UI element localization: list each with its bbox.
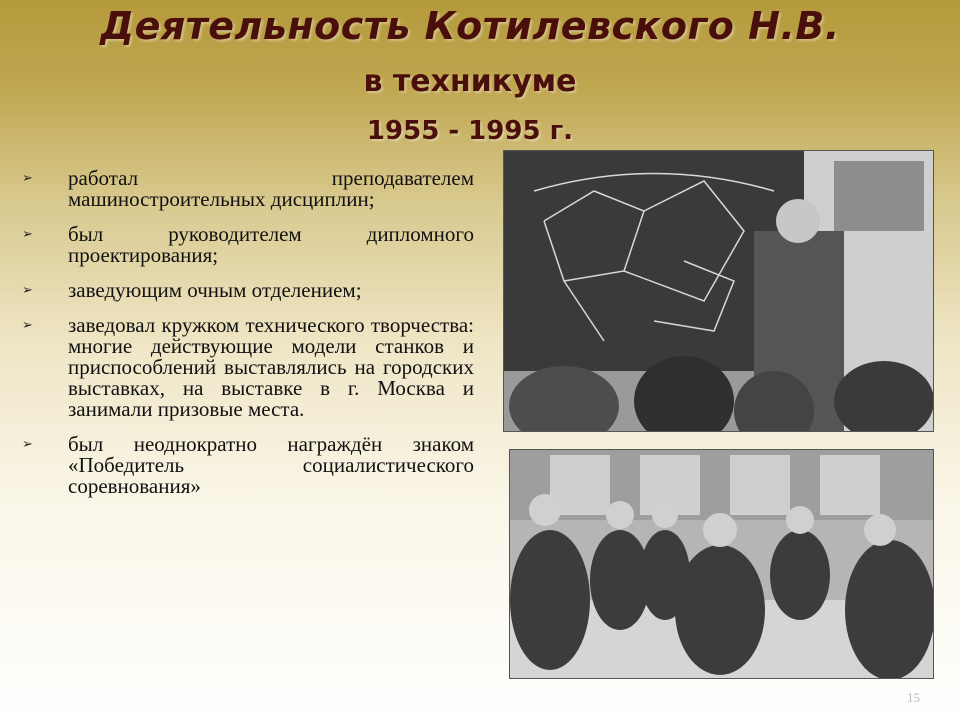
photo-teacher-at-blackboard (503, 150, 934, 432)
slide-title-line1: Деятельность Котилевского Н.В. (100, 4, 840, 48)
arrow-bullet-icon: ➢ (22, 283, 33, 298)
arrow-bullet-icon: ➢ (22, 171, 33, 186)
slide-title-line2: в техникуме (363, 64, 577, 99)
arrow-bullet-icon: ➢ (22, 437, 33, 452)
bullet-list (22, 168, 474, 511)
arrow-bullet-icon: ➢ (22, 318, 33, 333)
slide-title-years: 1955 - 1995 г. (366, 116, 574, 146)
bullet-item: ➢ работал преподавателем машиностроительных дисциплин; (22, 166, 474, 211)
arrow-bullet-icon: ➢ (22, 227, 33, 242)
bullet-item: ➢ был неоднократно награждён знаком «Победитель социалистического соревнования» (22, 432, 474, 498)
page-number: 15 (907, 690, 920, 705)
photo-group-at-tables (509, 449, 934, 679)
bullet-item: ➢ заведовал кружком технического творчества: многие действующие модели станков и приспособлений выставлялись на городских выставках, на выставке в г. Москва и занимали призовые места. (22, 313, 474, 421)
bullet-item: ➢ был руководителем дипломного проектирования; (22, 222, 474, 267)
bullet-item: ➢ заведующим очным отделением; (22, 278, 362, 302)
